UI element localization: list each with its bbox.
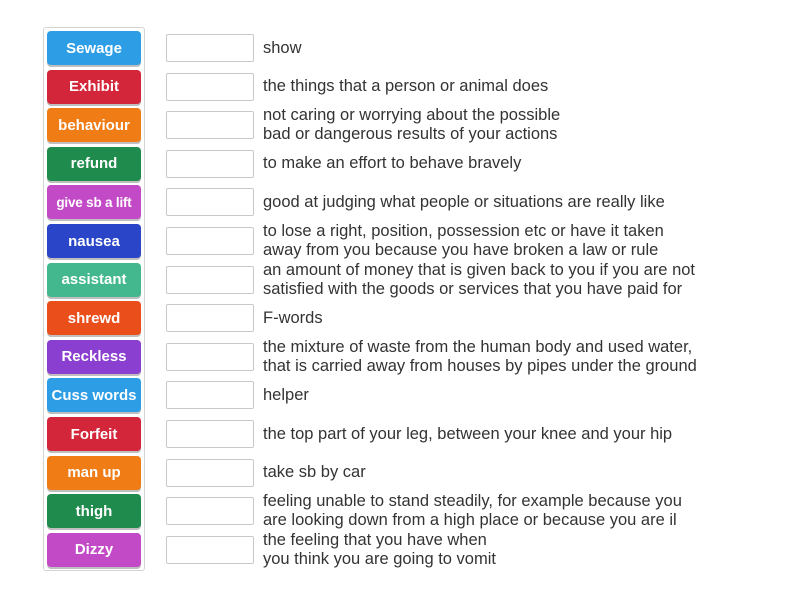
definition-7 bbox=[263, 262, 793, 298]
definition-text: F-words bbox=[263, 308, 323, 327]
definition-9 bbox=[263, 339, 793, 375]
definition-8 bbox=[263, 300, 793, 336]
definition-5 bbox=[263, 184, 793, 220]
definition-text: helper bbox=[263, 385, 309, 404]
tile-refund[interactable]: refund bbox=[47, 147, 141, 181]
answer-slot-4[interactable] bbox=[166, 150, 254, 178]
definition-2 bbox=[263, 69, 793, 105]
definition-text: the top part of your leg, between your knee and your hip bbox=[263, 424, 673, 443]
definition-3 bbox=[263, 107, 793, 143]
tile-man-up[interactable]: man up bbox=[47, 456, 141, 490]
answer-slot-1[interactable] bbox=[166, 34, 254, 62]
tile-behaviour[interactable]: behaviour bbox=[47, 108, 141, 142]
tile-dizzy[interactable]: Dizzy bbox=[47, 533, 141, 567]
tile-thigh[interactable]: thigh bbox=[47, 494, 141, 528]
definition-text: feeling unable to stand steadily, for example because you are looking down from a high place or because you are il bbox=[263, 492, 682, 530]
definition-text: the things that a person or animal does bbox=[263, 77, 549, 96]
tile-cuss-words[interactable]: Cuss words bbox=[47, 378, 141, 412]
definition-text: the mixture of waste from the human body and used water, that is carried away from houses by pipes under the ground bbox=[263, 337, 697, 375]
answer-slot-6[interactable] bbox=[166, 227, 254, 255]
answer-slot-12[interactable] bbox=[166, 459, 254, 487]
definition-text: to lose a right, position, possession etc or have it taken away from you because you have broken a law or rule bbox=[263, 222, 664, 259]
definition-13 bbox=[263, 493, 793, 529]
definition-6 bbox=[263, 223, 793, 259]
answer-slot-10[interactable] bbox=[166, 381, 254, 409]
answer-slot-7[interactable] bbox=[166, 266, 254, 294]
definition-4 bbox=[263, 146, 793, 182]
definition-text: show bbox=[263, 38, 302, 57]
definition-1 bbox=[263, 30, 793, 66]
answer-slot-2[interactable] bbox=[166, 73, 254, 101]
tile-exhibit[interactable]: Exhibit bbox=[47, 70, 141, 104]
definition-11 bbox=[263, 416, 793, 452]
answer-slot-9[interactable] bbox=[166, 343, 254, 371]
tile-give-sb-a-lift[interactable]: give sb a lift bbox=[47, 185, 141, 219]
definition-text: good at judging what people or situations are really like bbox=[263, 192, 665, 211]
definition-text: take sb by car bbox=[263, 463, 366, 482]
answer-slot-5[interactable] bbox=[166, 188, 254, 216]
definition-text: the feeling that you have when you think you are going to vomit bbox=[263, 530, 496, 568]
definition-12 bbox=[263, 455, 793, 491]
definition-10 bbox=[263, 377, 793, 413]
tile-sewage[interactable]: Sewage bbox=[47, 31, 141, 65]
tile-shrewd[interactable]: shrewd bbox=[47, 301, 141, 335]
tile-assistant[interactable]: assistant bbox=[47, 263, 141, 297]
answer-slot-8[interactable] bbox=[166, 304, 254, 332]
answer-slot-14[interactable] bbox=[166, 536, 254, 564]
definition-text: not caring or worrying about the possible bad or dangerous results of your actions bbox=[263, 106, 561, 144]
tile-nausea[interactable]: nausea bbox=[47, 224, 141, 258]
definition-14 bbox=[263, 532, 793, 568]
answer-slot-11[interactable] bbox=[166, 420, 254, 448]
tile-forfeit[interactable]: Forfeit bbox=[47, 417, 141, 451]
tile-reckless[interactable]: Reckless bbox=[47, 340, 141, 374]
definition-text: an amount of money that is given back to you if you are not satisfied with the goods or services that you have paid for bbox=[263, 260, 696, 298]
answer-slot-3[interactable] bbox=[166, 111, 254, 139]
definition-text: to make an effort to behave bravely bbox=[263, 154, 522, 173]
answer-slot-13[interactable] bbox=[166, 497, 254, 525]
